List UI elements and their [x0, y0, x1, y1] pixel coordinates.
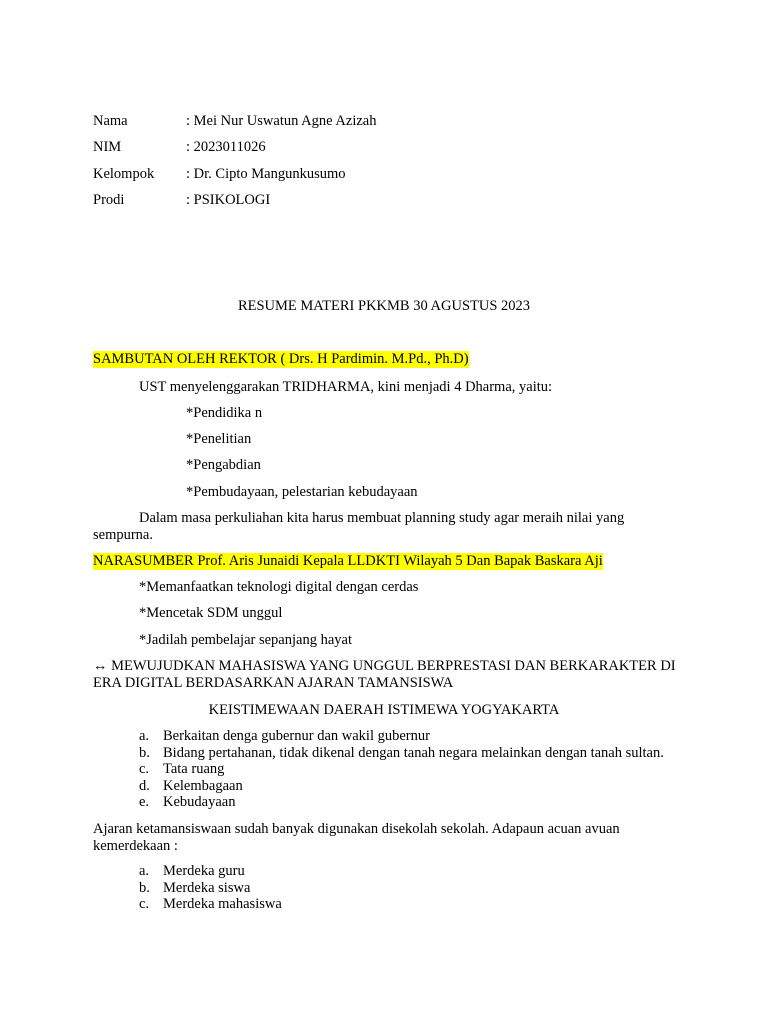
list-marker: b. — [139, 880, 150, 896]
list-marker: a. — [139, 863, 150, 879]
header-label-nim: NIM — [93, 139, 122, 155]
paragraph-line: ↔ MEWUJUDKAN MAHASISWA YANG UNGGUL BERPRESTASI DAN BERKARAKTER DI — [93, 658, 676, 674]
section-heading: KEISTIMEWAAN DAERAH ISTIMEWA YOGYAKARTA — [208, 702, 560, 718]
header-label-nama: Nama — [93, 113, 128, 129]
list-marker: c. — [139, 896, 150, 912]
list-item: Merdeka guru — [163, 863, 245, 879]
list-item: Merdeka mahasiswa — [163, 896, 282, 912]
list-item: *Jadilah pembelajar sepanjang hayat — [139, 632, 352, 648]
list-item: *Mencetak SDM unggul — [139, 605, 283, 621]
paragraph-line: Ajaran ketamansiswaan sudah banyak digunakan disekolah sekolah. Adapaun acuan avuan — [93, 821, 620, 837]
list-item: *Pembudayaan, pelestarian kebudayaan — [186, 484, 418, 500]
header-value-nim: : 2023011026 — [186, 139, 266, 155]
list-item: Bidang pertahanan, tidak dikenal dengan tanah negara melainkan dengan tanah sultan. — [163, 745, 664, 761]
header-value-prodi: : PSIKOLOGI — [186, 192, 271, 208]
list-item: Kebudayaan — [163, 794, 236, 810]
header-label-kelompok: Kelompok — [93, 166, 155, 182]
paragraph-line: ERA DIGITAL BERDASARKAN AJARAN TAMANSISWA — [93, 675, 454, 691]
section-heading: SAMBUTAN OLEH REKTOR ( Drs. H Pardimin. M.Pd., Ph.D) — [93, 351, 469, 367]
list-marker: b. — [139, 745, 150, 761]
paragraph-line: Dalam masa perkuliahan kita harus membuat planning study agar meraih nilai yang — [139, 510, 625, 526]
header-value-kelompok: : Dr. Cipto Mangunkusumo — [186, 166, 346, 182]
list-item: *Memanfaatkan teknologi digital dengan cerdas — [139, 579, 419, 595]
header-label-prodi: Prodi — [93, 192, 125, 208]
section-heading: NARASUMBER Prof. Aris Junaidi Kepala LLDKTI Wilayah 5 Dan Bapak Baskara Aji — [93, 553, 603, 569]
header-value-nama: : Mei Nur Uswatun Agne Azizah — [186, 113, 377, 129]
paragraph-line: sempurna. — [93, 527, 153, 543]
list-item: Tata ruang — [163, 761, 225, 777]
list-item: Merdeka siswa — [163, 880, 251, 896]
list-marker: d. — [139, 778, 150, 794]
list-item: *Pengabdian — [186, 457, 261, 473]
list-item: *Penelitian — [186, 431, 252, 447]
list-item: *Pendidika n — [186, 405, 263, 421]
list-item: Kelembagaan — [163, 778, 243, 794]
list-marker: e. — [139, 794, 150, 810]
list-marker: a. — [139, 728, 150, 744]
page-title: RESUME MATERI PKKMB 30 AGUSTUS 2023 — [237, 298, 531, 314]
paragraph-line: kemerdekaan : — [93, 838, 178, 854]
list-marker: c. — [139, 761, 150, 777]
list-item: Berkaitan denga gubernur dan wakil gubernur — [163, 728, 430, 744]
paragraph: UST menyelenggarakan TRIDHARMA, kini menjadi 4 Dharma, yaitu: — [139, 379, 553, 395]
